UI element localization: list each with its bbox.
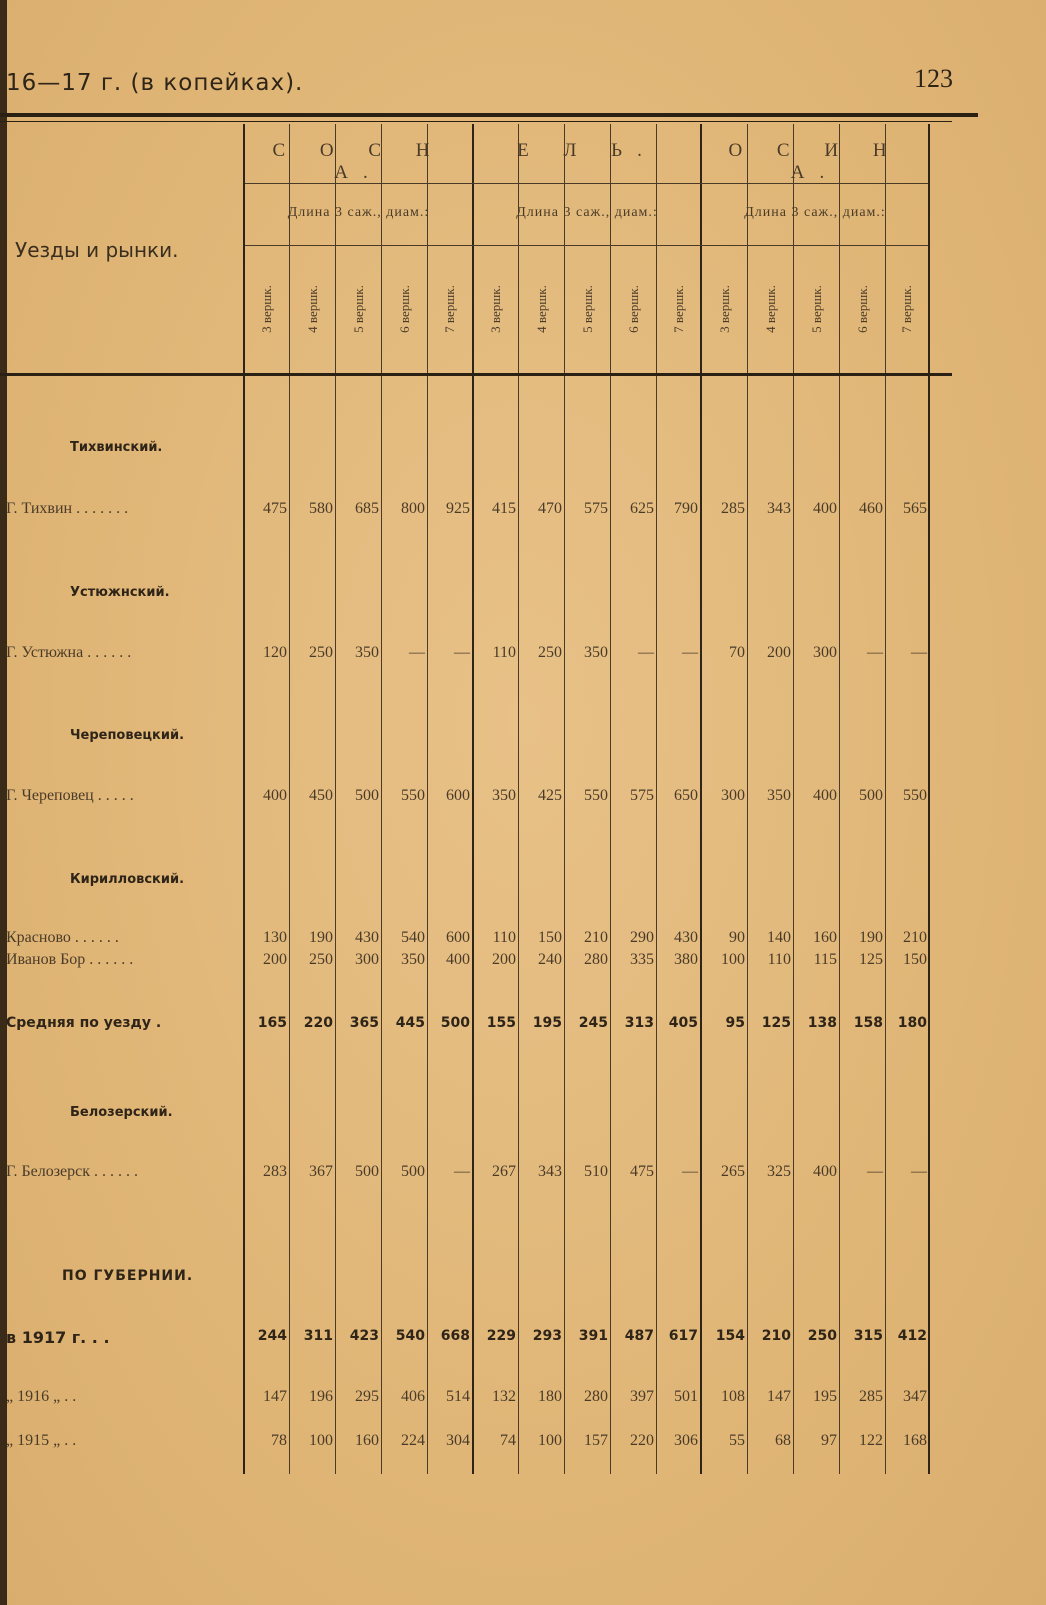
group-subheader-aspen: Длина 3 саж., диам.:: [744, 205, 886, 220]
row-label: Красново . . . . . .: [6, 929, 119, 946]
table-cell: 343: [767, 500, 791, 517]
table-cell: 190: [309, 929, 333, 946]
table-cell: 155: [486, 1015, 516, 1031]
table-cell: 150: [538, 929, 562, 946]
table-cell: 500: [401, 1163, 425, 1180]
column-header: 7 вершк.: [899, 285, 914, 333]
table-cell: 68: [775, 1432, 791, 1449]
table-cell: 293: [532, 1328, 562, 1344]
table-cell: 154: [715, 1328, 745, 1344]
table-cell: 475: [630, 1163, 654, 1180]
table-cell: 130: [263, 929, 287, 946]
table-cell: 280: [584, 951, 608, 968]
table-cell: 229: [486, 1328, 516, 1344]
group-subheader-spruce: Длина 3 саж., диам.:: [516, 205, 658, 220]
column-header: 3 вершк.: [488, 285, 503, 333]
row-label: Г. Белозерск . . . . . .: [6, 1163, 139, 1180]
column-header: 4 вершк.: [305, 285, 320, 333]
top-rule: [0, 113, 978, 117]
table-cell: 425: [538, 787, 562, 804]
table-cell: 180: [897, 1015, 927, 1031]
table-cell: 450: [309, 787, 333, 804]
table-cell: 501: [674, 1388, 698, 1405]
table-cell: —: [682, 1163, 698, 1180]
group-header-aspen: О С И Н А.: [728, 140, 902, 183]
table-cell: 580: [309, 500, 333, 517]
table-cell: 335: [630, 951, 654, 968]
table-cell: 304: [446, 1432, 470, 1449]
table-cell: 685: [355, 500, 379, 517]
table-cell: 540: [401, 929, 425, 946]
table-cell: 600: [446, 929, 470, 946]
table-cell: 220: [630, 1432, 654, 1449]
table-cell: 132: [492, 1388, 516, 1405]
district-name: Кирилловский.: [70, 872, 185, 887]
table-cell: 415: [492, 500, 516, 517]
page-header-title: 16—17 г. (в копейках).: [6, 70, 304, 96]
table-cell: 160: [813, 929, 837, 946]
table-cell: 600: [446, 787, 470, 804]
table-cell: 150: [903, 951, 927, 968]
table-cell: 147: [263, 1388, 287, 1405]
table-cell: 380: [674, 951, 698, 968]
table-cell: 350: [492, 787, 516, 804]
table-cell: 350: [355, 644, 379, 661]
table-cell: 265: [721, 1163, 745, 1180]
table-cell: —: [867, 644, 883, 661]
table-cell: —: [638, 644, 654, 661]
table-cell: 405: [668, 1015, 698, 1031]
column-header: 4 вершк.: [534, 285, 549, 333]
table-cell: 240: [538, 951, 562, 968]
table-cell: 565: [903, 500, 927, 517]
table-cell: 115: [813, 951, 837, 968]
table-cell: 668: [440, 1328, 470, 1344]
table-cell: 925: [446, 500, 470, 517]
table-cell: 165: [257, 1015, 287, 1031]
row-label: Г. Череповец . . . . .: [6, 787, 134, 804]
column-header: 4 вершк.: [763, 285, 778, 333]
table-cell: 147: [767, 1388, 791, 1405]
table-cell: 406: [401, 1388, 425, 1405]
table-cell: 250: [309, 644, 333, 661]
column-header: 3 вершк.: [259, 285, 274, 333]
table-cell: 313: [624, 1015, 654, 1031]
table-cell: 74: [500, 1432, 516, 1449]
table-cell: —: [682, 644, 698, 661]
table-cell: 200: [767, 644, 791, 661]
table-cell: 110: [492, 644, 516, 661]
table-cell: 514: [446, 1388, 470, 1405]
table-cell: 285: [859, 1388, 883, 1405]
column-header: 5 вершк.: [351, 285, 366, 333]
table-cell: —: [454, 1163, 470, 1180]
table-cell: 157: [584, 1432, 608, 1449]
table-cell: 210: [761, 1328, 791, 1344]
province-section-title: ПО ГУБЕРНИИ.: [62, 1268, 194, 1284]
table-cell: 283: [263, 1163, 287, 1180]
table-cell: 800: [401, 500, 425, 517]
table-cell: 575: [584, 500, 608, 517]
table-cell: 550: [401, 787, 425, 804]
table-cell: 790: [674, 500, 698, 517]
page-number: 123: [914, 64, 953, 93]
table-cell: 100: [538, 1432, 562, 1449]
column-header: 5 вершк.: [809, 285, 824, 333]
table-cell: 550: [903, 787, 927, 804]
table-cell: 617: [668, 1328, 698, 1344]
district-name: Белозерский.: [70, 1105, 173, 1120]
table-cell: 140: [767, 929, 791, 946]
table-cell: 350: [401, 951, 425, 968]
row-label: в 1917 г. . .: [6, 1328, 110, 1347]
table-cell: 195: [532, 1015, 562, 1031]
table-cell: 367: [309, 1163, 333, 1180]
table-cell: 365: [349, 1015, 379, 1031]
table-cell: —: [911, 644, 927, 661]
table-cell: 220: [303, 1015, 333, 1031]
table-cell: 430: [674, 929, 698, 946]
column-header: 6 вершк.: [855, 285, 870, 333]
table-cell: 295: [355, 1388, 379, 1405]
table-cell: 460: [859, 500, 883, 517]
table-cell: 550: [584, 787, 608, 804]
table-cell: 285: [721, 500, 745, 517]
table-cell: 300: [721, 787, 745, 804]
table-cell: 125: [761, 1015, 791, 1031]
table-cell: 210: [903, 929, 927, 946]
table-cell: 445: [395, 1015, 425, 1031]
table-cell: 95: [725, 1015, 745, 1031]
table-cell: 391: [578, 1328, 608, 1344]
table-cell: 100: [721, 951, 745, 968]
table-cell: 97: [821, 1432, 837, 1449]
table-cell: 200: [492, 951, 516, 968]
table-cell: 300: [355, 951, 379, 968]
column-header: 5 вершк.: [580, 285, 595, 333]
table-cell: 500: [440, 1015, 470, 1031]
table-cell: 510: [584, 1163, 608, 1180]
table-cell: 267: [492, 1163, 516, 1180]
table-cell: —: [454, 644, 470, 661]
table-cell: 168: [903, 1432, 927, 1449]
table-cell: 224: [401, 1432, 425, 1449]
table-cell: 347: [903, 1388, 927, 1405]
table-cell: 325: [767, 1163, 791, 1180]
table-cell: 200: [263, 951, 287, 968]
column-header: 7 вершк.: [442, 285, 457, 333]
table-cell: 423: [349, 1328, 379, 1344]
table-cell: 190: [859, 929, 883, 946]
table-cell: 90: [729, 929, 745, 946]
column-header: 7 вершк.: [671, 285, 686, 333]
table-cell: 400: [263, 787, 287, 804]
table-cell: 343: [538, 1163, 562, 1180]
table-cell: 500: [355, 787, 379, 804]
sub-header-rule: [245, 245, 928, 246]
table-cell: 180: [538, 1388, 562, 1405]
column-header: 6 вершк.: [626, 285, 641, 333]
table-cell: 500: [355, 1163, 379, 1180]
table-cell: —: [867, 1163, 883, 1180]
row-label: Г. Устюжна . . . . . .: [6, 644, 132, 661]
stub-header: Уезды и рынки.: [15, 238, 179, 262]
table-cell: 400: [813, 787, 837, 804]
table-cell: 120: [263, 644, 287, 661]
table-cell: 350: [584, 644, 608, 661]
table-cell: 195: [813, 1388, 837, 1405]
table-cell: 475: [263, 500, 287, 517]
table-cell: 250: [309, 951, 333, 968]
table-cell: 250: [538, 644, 562, 661]
group-subheader-pine: Длина 3 саж., диам.:: [287, 205, 430, 220]
header-bottom-rule: [0, 373, 952, 376]
table-cell: 575: [630, 787, 654, 804]
table-cell: 110: [767, 951, 791, 968]
table-cell: 397: [630, 1388, 654, 1405]
table-cell: 500: [859, 787, 883, 804]
top-rule-thin: [0, 121, 952, 122]
table-cell: 55: [729, 1432, 745, 1449]
table-cell: 70: [729, 644, 745, 661]
table-cell: 158: [853, 1015, 883, 1031]
table-cell: —: [911, 1163, 927, 1180]
table-cell: 650: [674, 787, 698, 804]
table-cell: 311: [303, 1328, 333, 1344]
table-cell: 315: [853, 1328, 883, 1344]
table-cell: 125: [859, 951, 883, 968]
table-cell: 290: [630, 929, 654, 946]
table-cell: 100: [309, 1432, 333, 1449]
table-cell: 400: [446, 951, 470, 968]
table-cell: 412: [897, 1328, 927, 1344]
district-name: Тихвинский.: [70, 440, 163, 455]
table-cell: 160: [355, 1432, 379, 1449]
table-cell: 400: [813, 1163, 837, 1180]
table-cell: 350: [767, 787, 791, 804]
row-label: Средняя по уезду .: [6, 1015, 162, 1031]
table-cell: 122: [859, 1432, 883, 1449]
row-label: „ 1915 „ . .: [6, 1432, 77, 1449]
table-cell: 250: [807, 1328, 837, 1344]
table-cell: 78: [271, 1432, 287, 1449]
district-name: Устюжнский.: [70, 585, 170, 600]
table-cell: 108: [721, 1388, 745, 1405]
table-cell: 138: [807, 1015, 837, 1031]
table-cell: 400: [813, 500, 837, 517]
table-cell: 110: [492, 929, 516, 946]
table-cell: 300: [813, 644, 837, 661]
row-label: Иванов Бор . . . . . .: [6, 951, 134, 968]
table-cell: 280: [584, 1388, 608, 1405]
column-header: 6 вершк.: [397, 285, 412, 333]
row-label: „ 1916 „ . .: [6, 1388, 77, 1405]
table-cell: 244: [257, 1328, 287, 1344]
table-cell: 540: [395, 1328, 425, 1344]
row-label: Г. Тихвин . . . . . . .: [6, 500, 129, 517]
group-header-spruce: Е Л Ь.: [517, 140, 657, 161]
table-cell: 245: [578, 1015, 608, 1031]
group-header-pine: С О С Н А.: [272, 140, 445, 183]
table-cell: 210: [584, 929, 608, 946]
table-cell: —: [409, 644, 425, 661]
table-cell: 470: [538, 500, 562, 517]
table-cell: 196: [309, 1388, 333, 1405]
table-cell: 625: [630, 500, 654, 517]
district-name: Череповецкий.: [70, 728, 185, 743]
column-header: 3 вершк.: [717, 285, 732, 333]
table-cell: 430: [355, 929, 379, 946]
table-cell: 306: [674, 1432, 698, 1449]
table-cell: 487: [624, 1328, 654, 1344]
